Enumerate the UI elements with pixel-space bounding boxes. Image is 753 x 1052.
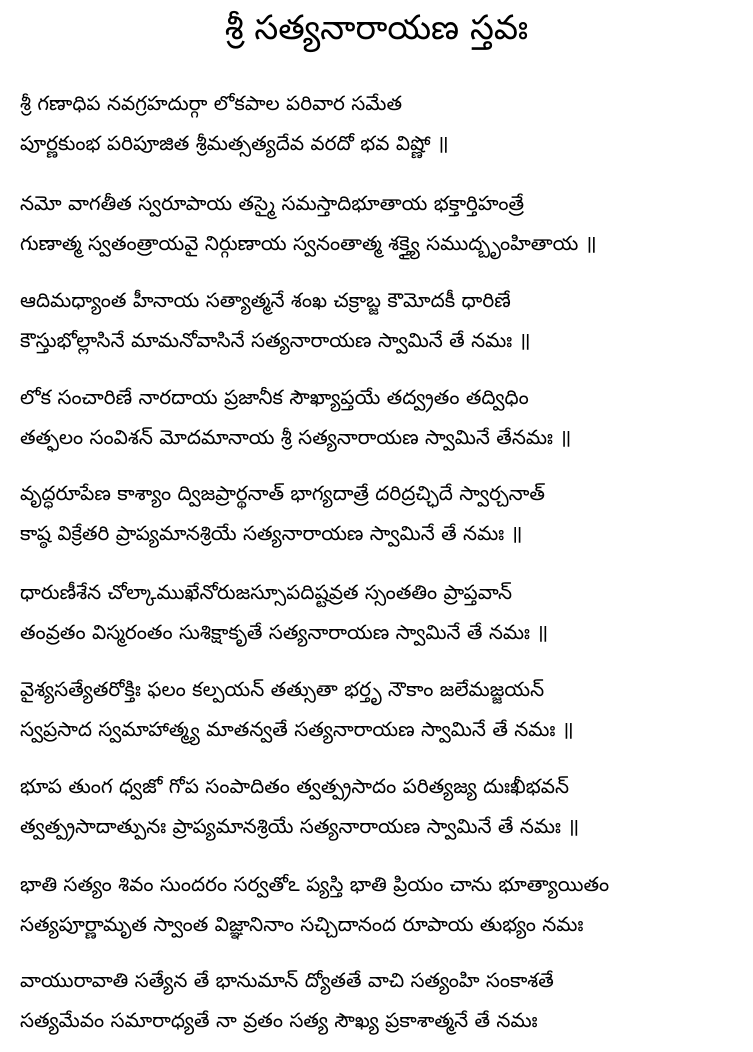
verse-line: స్వప్రసాద స్వమాహాత్మ్య మాతన్వతే సత్యనారాయణ స్వామినే తే నమః ॥ xyxy=(20,717,574,741)
verse-5 xyxy=(20,473,745,553)
verse-line: తంవ్రతం విస్మరంతం సుశిక్షాకృతే సత్యనారాయణ స్వామినే తే నమః ॥ xyxy=(20,620,549,644)
verse-4 xyxy=(20,377,745,457)
verse-line: వృద్ధరూపేణ కాశ్యాం ద్విజప్రార్థనాత్ భాగ్యదాత్రే దరిద్రచ్ఛిదే స్వార్చనాత్ xyxy=(20,481,545,505)
verse-line: త్వత్ప్రసాదాత్పునః ప్రాప్యమానశ్రియే సత్యనారాయణ స్వామినే తే నమః ॥ xyxy=(20,814,580,838)
verse-line: కాష్ఠ విక్రేతరి ప్రాప్యమానశ్రియే సత్యనారాయణ స్వామినే తే నమః ॥ xyxy=(20,521,523,545)
verse-line: సత్యపూర్ణామృత స్వాంత విజ్ఞానినాం సచ్చిదానంద రూపాయ తుభ్యం నమః xyxy=(20,912,584,936)
verse-10 xyxy=(20,960,745,1040)
verse-line: వైశ్యసత్యేతరోక్తిః ఫలం కల్పయన్ తత్సుతా భర్తృ నౌకాం జలేమజ్జయన్ xyxy=(20,677,545,701)
verse-6 xyxy=(20,572,745,652)
verse-1 xyxy=(20,83,745,163)
verse-line: పూర్ణకుంభ పరిపూజిత శ్రీమత్సత్యదేవ వరదో భవ విష్ణో ॥ xyxy=(20,131,449,155)
verse-line: సత్యమేవం సమారాధ్యతే నా వ్రతం సత్య సౌఖ్య ప్రకాశాత్మనే తే నమః xyxy=(20,1008,538,1032)
verse-3 xyxy=(20,280,745,360)
verse-line: లోక సంచారిణే నారదాయ ప్రజానీక సౌఖ్యాప్తయే తద్వ్రతం తద్విధిం xyxy=(20,385,529,409)
verse-9 xyxy=(20,864,745,944)
verse-line: తత్ఫలం సంవిశన్ మోదమానాయ శ్రీ సత్యనారాయణ స్వామినే తేనమః ॥ xyxy=(20,425,572,449)
verse-2 xyxy=(20,183,745,263)
verse-line: గుణాత్మ స్వతంత్రాయవై నిర్గుణాయ స్వనంతాత్మ శక్త్యై సముద్బృంహితాయ ॥ xyxy=(20,231,597,255)
verse-7 xyxy=(20,669,745,749)
verse-line: శ్రీ గణాధిప నవగ్రహదుర్గా లోకపాల పరివార సమేత xyxy=(20,91,403,115)
verse-line: భాతి సత్యం శివం సుందరం సర్వతోఽ ప్యస్తి భాతి ప్రియం చాను భూత్యాయితం xyxy=(20,872,610,896)
verse-8 xyxy=(20,766,745,846)
verse-line: ఆదిమధ్యాంత హీనాయ సత్యాత్మనే శంఖ చక్రాబ్జ కౌమోదకీ ధారిణే xyxy=(20,288,511,312)
verse-line: కౌస్తుభోల్లాసినే మామనోవాసినే సత్యనారాయణ స్వామినే తే నమః ॥ xyxy=(20,328,531,352)
verse-line: భూప తుంగ ధ్వజో గోప సంపాదితం త్వత్ప్రసాదం పరిత్యజ్య దుఃఖీభవన్ xyxy=(20,774,570,798)
page-title: శ్రీ సత్యనారాయణ స్తవః xyxy=(224,8,529,48)
verse-line: నమో వాగతీత స్వరూపాయ తస్మై సమస్తాదిభూతాయ భక్తార్తిహంత్రే xyxy=(20,191,525,215)
verse-line: వాయురావాతి సత్యేన తే భానుమాన్ ద్యోతతే వాచి సత్యంహి సంకాశతే xyxy=(20,968,554,992)
verse-line: ధారుణీశేన చోల్కాముఖేనోరుజస్సూపదిష్టవ్రత స్సంతతిం ప్రాప్తవాన్ xyxy=(20,580,513,604)
